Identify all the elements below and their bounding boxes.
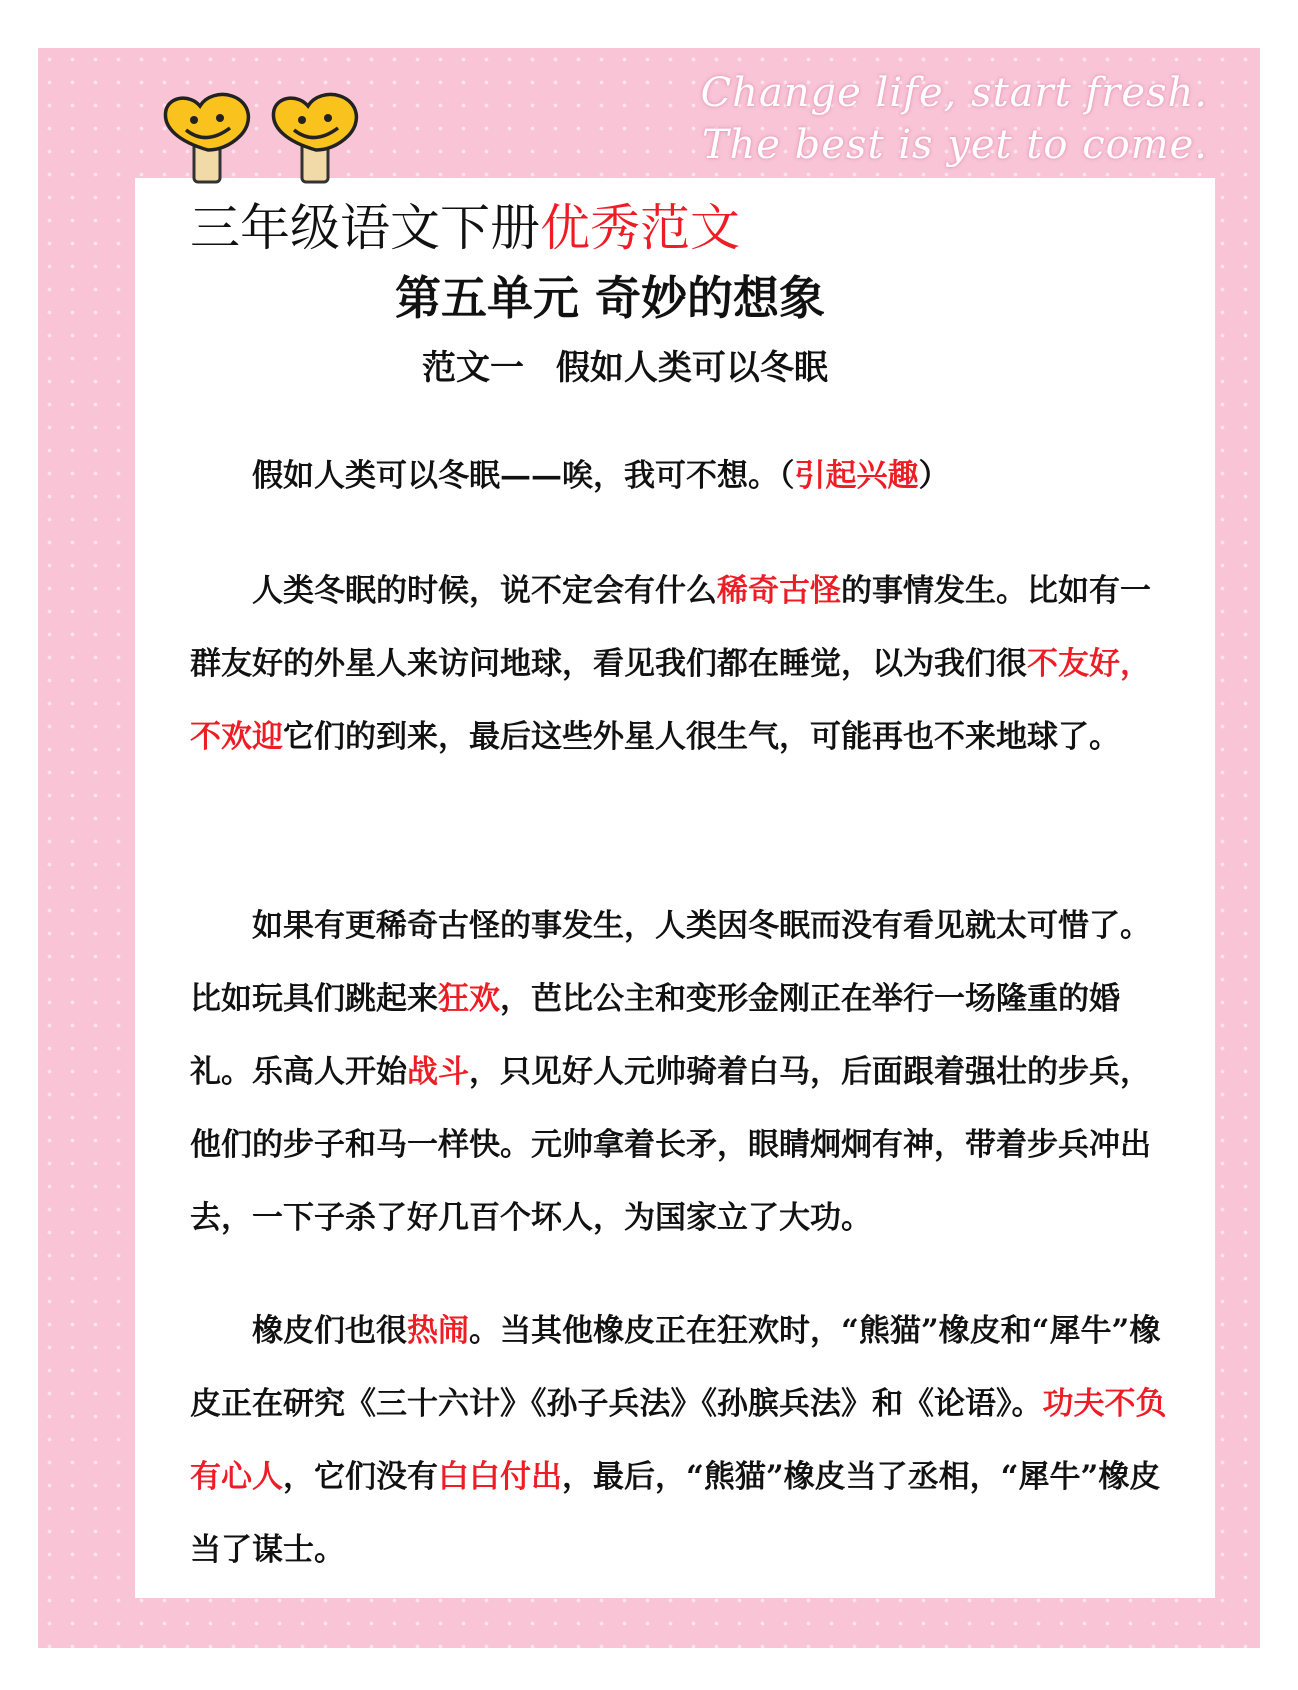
paragraph-3 [190,890,1180,1255]
body-text: 橡皮们也很 [252,1313,407,1349]
body-text: 假如人类可以冬眠——唉，我可不想。（ [252,458,795,494]
highlight-text: 战斗 [407,1054,469,1090]
body-text: 如果有更稀奇古怪的事发生，人类因冬眠而没有看见就太可惜了。比如玩具们跳起来 [190,908,1151,1017]
unit-title: 第五单元 奇妙的想象 [395,271,826,325]
highlight-text: 狂欢 [438,981,500,1017]
slogan-line-2: The best is yet to come. [701,122,1208,168]
slogan-line-1: Change life, start fresh. [700,70,1208,116]
body-text: ，它们没有 [283,1459,438,1495]
body-text: 它们的到来，最后这些外星人很生气，可能再也不来地球了。 [283,719,1120,755]
smiley-heart-pushpin-icon [160,92,256,184]
body-text: ，只见好人元帅骑着白马，后面跟着强壮的步兵，他们的步子和马一样快。元帅拿着长矛，眼睛炯炯有神，带着步兵冲出去，一下子杀了好几百个坏人，为国家立了大功。 [190,1054,1151,1236]
body-text: ，芭比公主和变形金刚正在举行一场隆重的婚礼。乐高人开始 [190,981,1120,1090]
body-text: 的事情发生。比如有一群友好的外星人来访问地球，看见我们都在睡觉，以为我们很 [190,573,1151,682]
body-text: 。当其他橡皮正在狂欢时，“熊猫”橡皮和“犀牛”橡皮正在研究《三十六计》《孙子兵法》《孙膑兵法》和《论语》。 [190,1313,1161,1422]
document-title [190,188,740,260]
body-text: 人类冬眠的时候，说不定会有什么 [252,573,717,609]
smiley-heart-pushpin-icon [268,92,364,184]
highlight-text: 稀奇古怪 [717,573,841,609]
paragraph-4 [190,1295,1180,1587]
title-prefix: 三年级语文下册 [190,199,540,257]
highlight-text: 热闹 [407,1313,469,1349]
title-highlight: 优秀范文 [540,199,740,257]
paragraph-1 [190,440,1180,513]
highlight-text: 不友好，不欢迎 [190,646,1151,755]
body-text: ，最后，“熊猫”橡皮当了丞相，“犀牛”橡皮当了谋士。 [190,1459,1161,1568]
highlight-text: 功夫不负有心人 [190,1386,1167,1495]
highlight-text: 引起兴趣 [794,458,919,494]
paragraph-2 [190,555,1180,774]
highlight-text: 白白付出 [438,1459,562,1495]
essay-title: 范文一 假如人类可以冬眠 [422,348,828,388]
body-text: ） [918,458,950,494]
